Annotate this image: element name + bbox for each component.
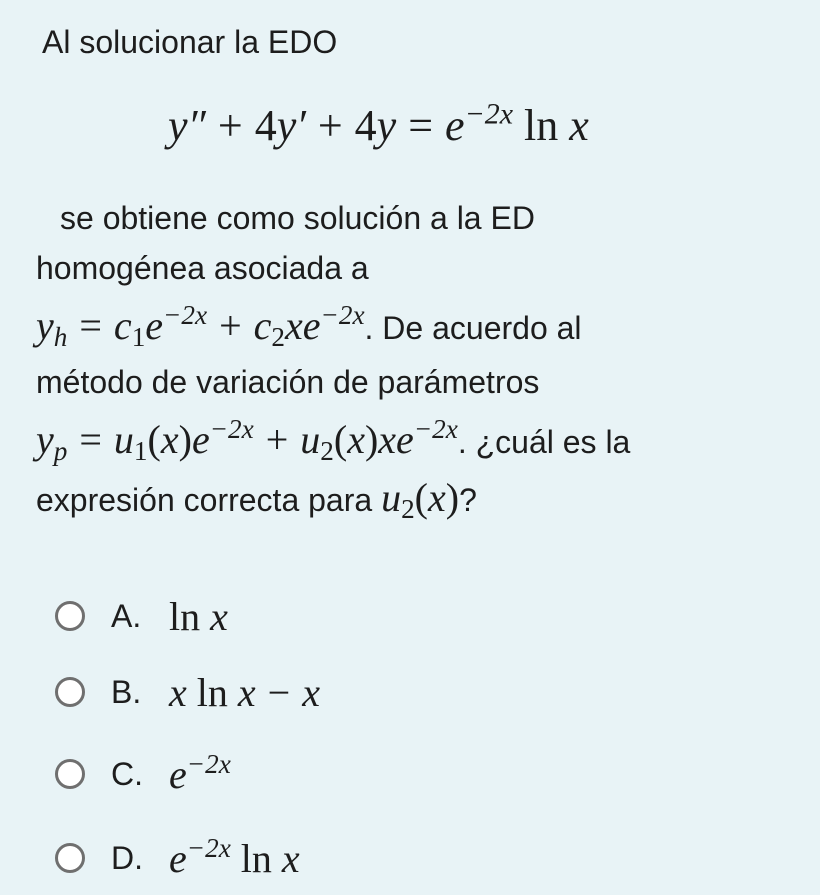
question-text-fragment: ?: [459, 482, 477, 518]
question-text-fragment: . De acuerdo al: [364, 310, 582, 346]
radio-button[interactable]: [55, 759, 85, 789]
u2-formula: $u_2(x)$: [381, 475, 460, 524]
question-text-line: [36, 474, 477, 524]
question-text-line: [36, 414, 631, 466]
question-text-line: homogénea asociada a: [36, 250, 369, 286]
option-letter: D.: [111, 839, 143, 876]
option-c[interactable]: [55, 746, 231, 802]
question-text-fragment: expresión correcta para: [36, 482, 373, 518]
option-d-formula: $e^{-2x}$ ln x: [169, 832, 300, 881]
question-text-line: [36, 300, 582, 352]
particular-solution-formula: $y_p = u_1(x)e^{-2x} + u_2(x)xe^{-2x}$: [36, 414, 458, 466]
option-letter: A.: [111, 597, 142, 634]
question-text-line: método de variación de parámetros: [36, 364, 540, 400]
option-a-formula: ln x: [169, 593, 228, 639]
option-a[interactable]: [55, 588, 228, 644]
question-text-fragment: . ¿cuál es la: [457, 424, 631, 460]
question-text-line: se obtiene como solución a la ED: [60, 200, 535, 236]
radio-button[interactable]: [55, 601, 85, 631]
option-b[interactable]: [55, 664, 320, 720]
option-letter: C.: [111, 755, 143, 792]
radio-button[interactable]: [55, 843, 85, 873]
option-letter: B.: [111, 673, 142, 710]
option-b-formula: x ln x − x: [169, 669, 320, 715]
option-d[interactable]: [55, 830, 300, 886]
option-c-formula: $e^{-2x}$: [169, 748, 231, 797]
ode-equation: $y'' + 4y' + 4y = e^{-2x}$ ln x: [168, 97, 589, 150]
homogeneous-solution-formula: $y_h = c_1e^{-2x} + c_2xe^{-2x}$: [36, 300, 365, 352]
radio-button[interactable]: [55, 677, 85, 707]
question-title: Al solucionar la EDO: [42, 24, 338, 60]
